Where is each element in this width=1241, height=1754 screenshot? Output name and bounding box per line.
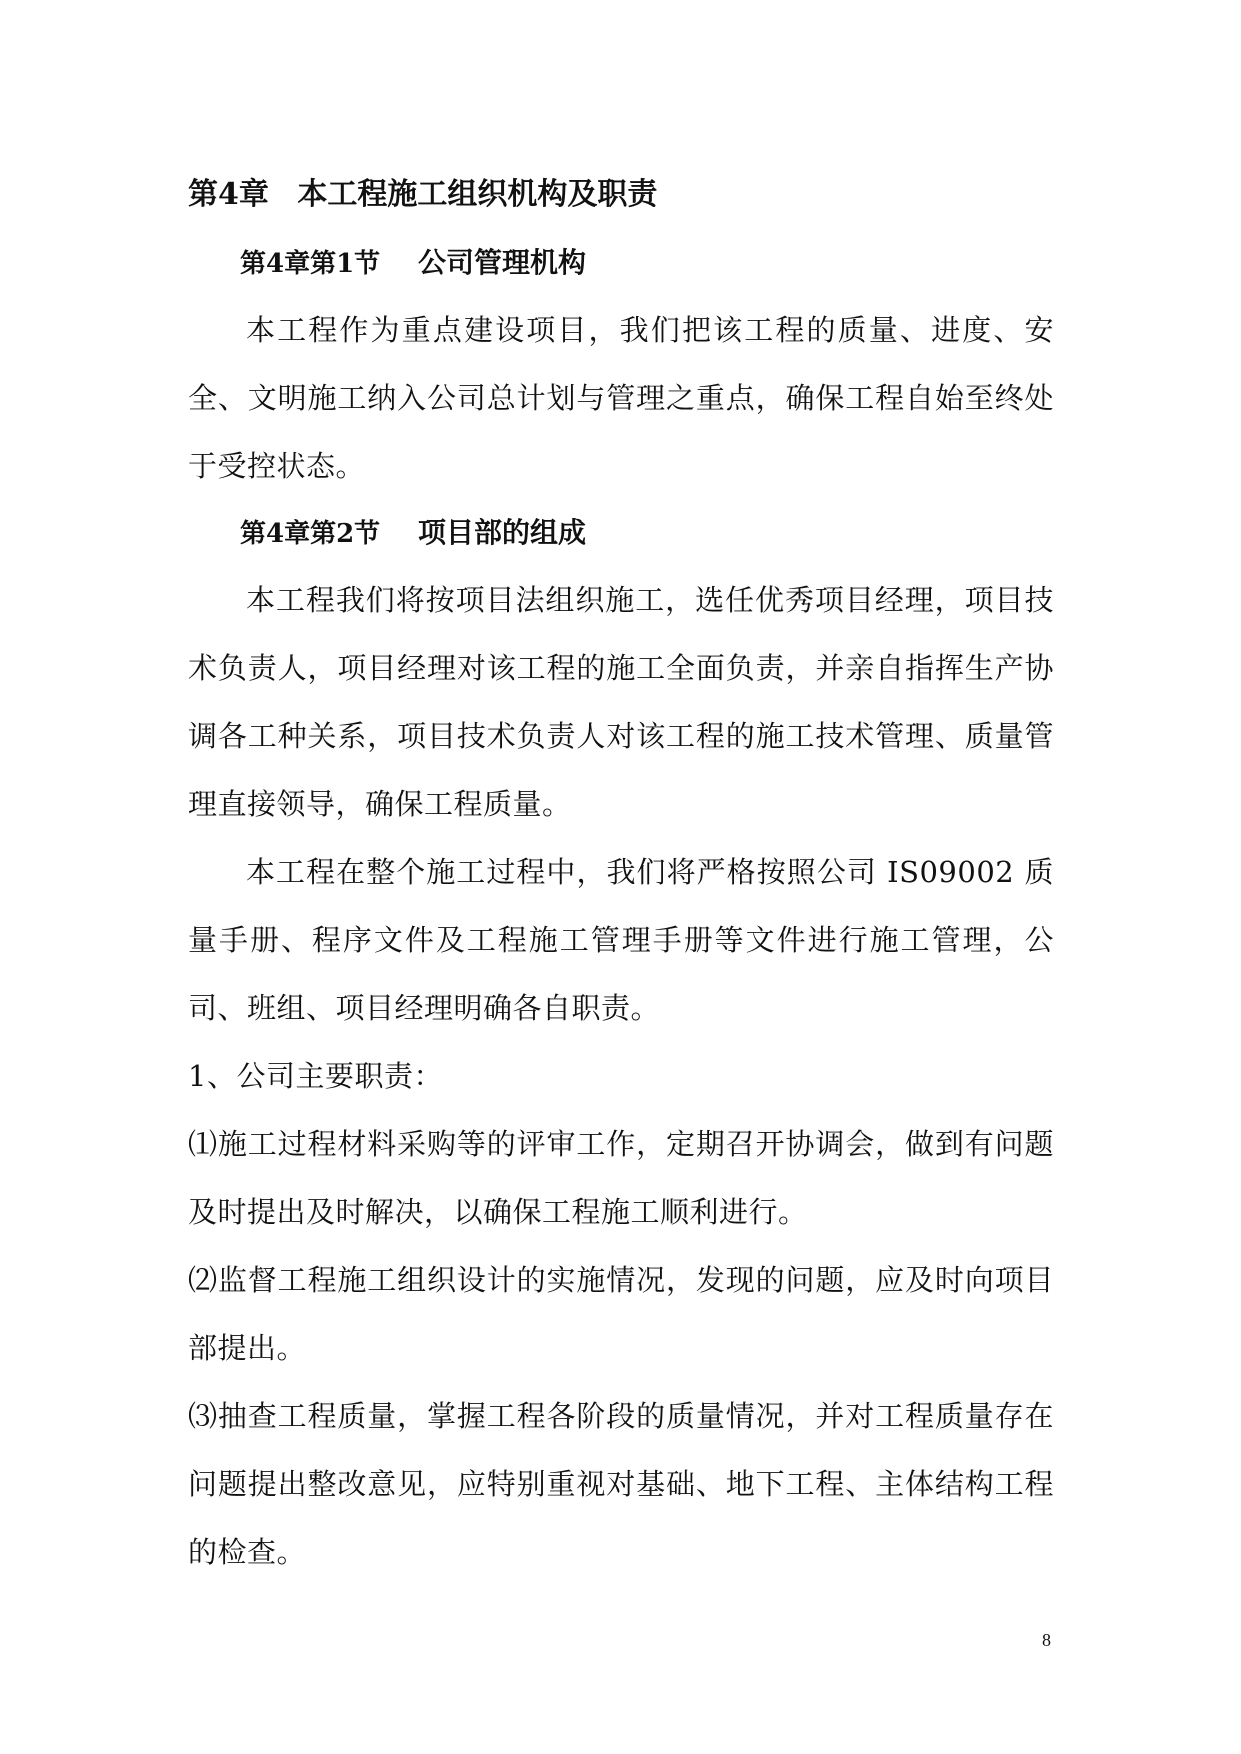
section-number-1: 第4章第1节: [240, 249, 381, 279]
section-title-1: 公司管理机构: [417, 246, 586, 279]
section-2-paragraph-1: 本工程我们将按项目法组织施工，选任优秀项目经理，项目技术负责人，项目经理对该工程的施工全面负责，并亲自指挥生产协调各工种关系，项目技术负责人对该工程的施工技术管理、质量管理直接领导，确保工程质量。: [188, 583, 1054, 821]
chapter-title: 本工程施工组织机构及职责: [297, 177, 658, 212]
list-item: ⑶抽查工程质量，掌握工程各阶段的质量情况，并对工程质量存在问题提出整改意见，应特别重视对基础、地下工程、主体结构工程的检查。: [188, 1399, 1054, 1569]
page-content: [188, 160, 1054, 1586]
section-1-paragraph: 本工程作为重点建设项目，我们把该工程的质量、进度、安全、文明施工纳入公司总计划与管理之重点，确保工程自始至终处于受控状态。: [188, 313, 1054, 483]
section-number-2: 第4章第2节: [240, 519, 381, 549]
section-heading-1: [188, 230, 1054, 296]
section-title-2: 项目部的组成: [417, 516, 586, 549]
section-heading-2: [188, 500, 1054, 566]
list-item: ⑵监督工程施工组织设计的实施情况，发现的问题，应及时向项目部提出。: [188, 1263, 1054, 1365]
chapter-number: 第4章: [188, 177, 269, 212]
page-number: 8: [1042, 1630, 1051, 1650]
list-heading: 1、公司主要职责：: [188, 1059, 443, 1093]
list-item: ⑴施工过程材料采购等的评审工作，定期召开协调会，做到有问题及时提出及时解决，以确保工程施工顺利进行。: [188, 1127, 1054, 1229]
section-2-paragraph-2: 本工程在整个施工过程中，我们将严格按照公司 IS09002 质量手册、程序文件及工程施工管理手册等文件进行施工管理，公司、班组、项目经理明确各自职责。: [188, 855, 1054, 1025]
chapter-heading: [188, 160, 1054, 230]
